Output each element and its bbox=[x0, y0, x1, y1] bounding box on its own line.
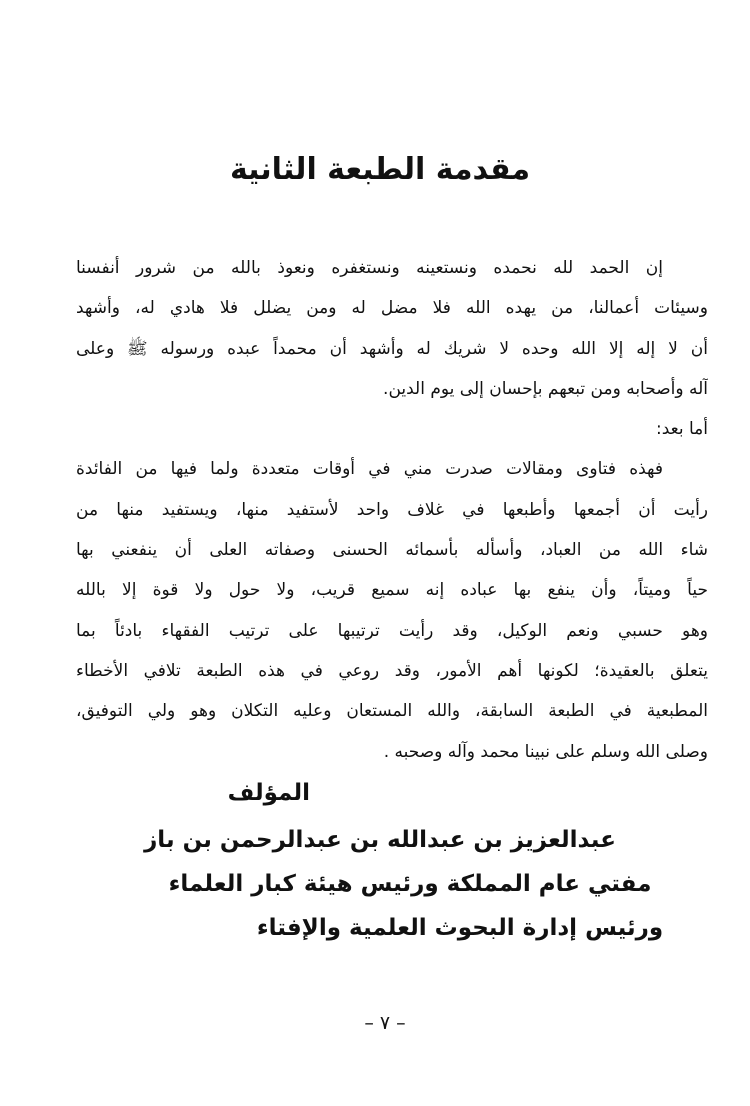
paragraph-line: فهذه فتاوى ومقالات صدرت مني في أوقات متعددة ولما فيها من الفائدة bbox=[76, 459, 663, 480]
author-label: المؤلف bbox=[227, 780, 310, 806]
paragraph-line: يتعلق بالعقيدة؛ لكونها أهم الأمور، وقد روعي في هذه الطبعة تلافي الأخطاء bbox=[76, 660, 708, 681]
body-text bbox=[76, 248, 708, 772]
author-position-1: مفتي عام المملكة ورئيس هيئة كبار العلماء bbox=[168, 871, 652, 897]
paragraph-line: وصلى الله وسلم على نبينا محمد وآله وصحبه . bbox=[383, 741, 708, 762]
author-position-2: ورئيس إدارة البحوث العلمية والإفتاء bbox=[256, 915, 664, 941]
author-block bbox=[60, 768, 700, 950]
paragraph-line: حياً وميتاً، وأن ينفع بها عباده إنه سميع قريب، ولا حول ولا قوة إلا بالله bbox=[76, 580, 708, 601]
paragraph-line: وهو حسبي ونعم الوكيل، وقد رأيت ترتيبها على ترتيب الفقهاء بادئاً بما bbox=[76, 620, 708, 641]
paragraph-line: المطبعية في الطبعة السابقة، والله المستعان وعليه التكلان وهو ولي التوفيق، bbox=[76, 701, 708, 722]
paragraph-line: إن الحمد لله نحمده ونستعينه ونستغفره ونعوذ بالله من شرور أنفسنا bbox=[76, 258, 663, 278]
paragraph-line: رأيت أن أجمعها وأطبعها في غلاف واحد لأستفيد منها، ويستفيد منها من bbox=[76, 499, 708, 520]
paragraph-line: وسيئات أعمالنا، من يهده الله فلا مضل له ومن يضلل فلا هادي له، وأشهد bbox=[76, 298, 708, 319]
page-number: – ٧ – bbox=[364, 1012, 406, 1034]
paragraph-line: شاء الله من العباد، وأسأله بأسمائه الحسنى وصفاته العلى أن ينفعني بها bbox=[76, 540, 708, 561]
amma-baad-heading: أما بعد: bbox=[656, 419, 708, 440]
author-name: عبدالعزيز بن عبدالله بن عبدالرحمن بن باز bbox=[144, 827, 616, 853]
paragraph-line: أن لا إله إلا الله وحده لا شريك له وأشهد أن محمداً عبده ورسوله ﷺ وعلى bbox=[76, 338, 708, 359]
paragraph-line: آله وأصحابه ومن تبعهم بإحسان إلى يوم الدين. bbox=[383, 378, 708, 399]
page-title: مقدمة الطبعة الثانية bbox=[229, 152, 531, 187]
